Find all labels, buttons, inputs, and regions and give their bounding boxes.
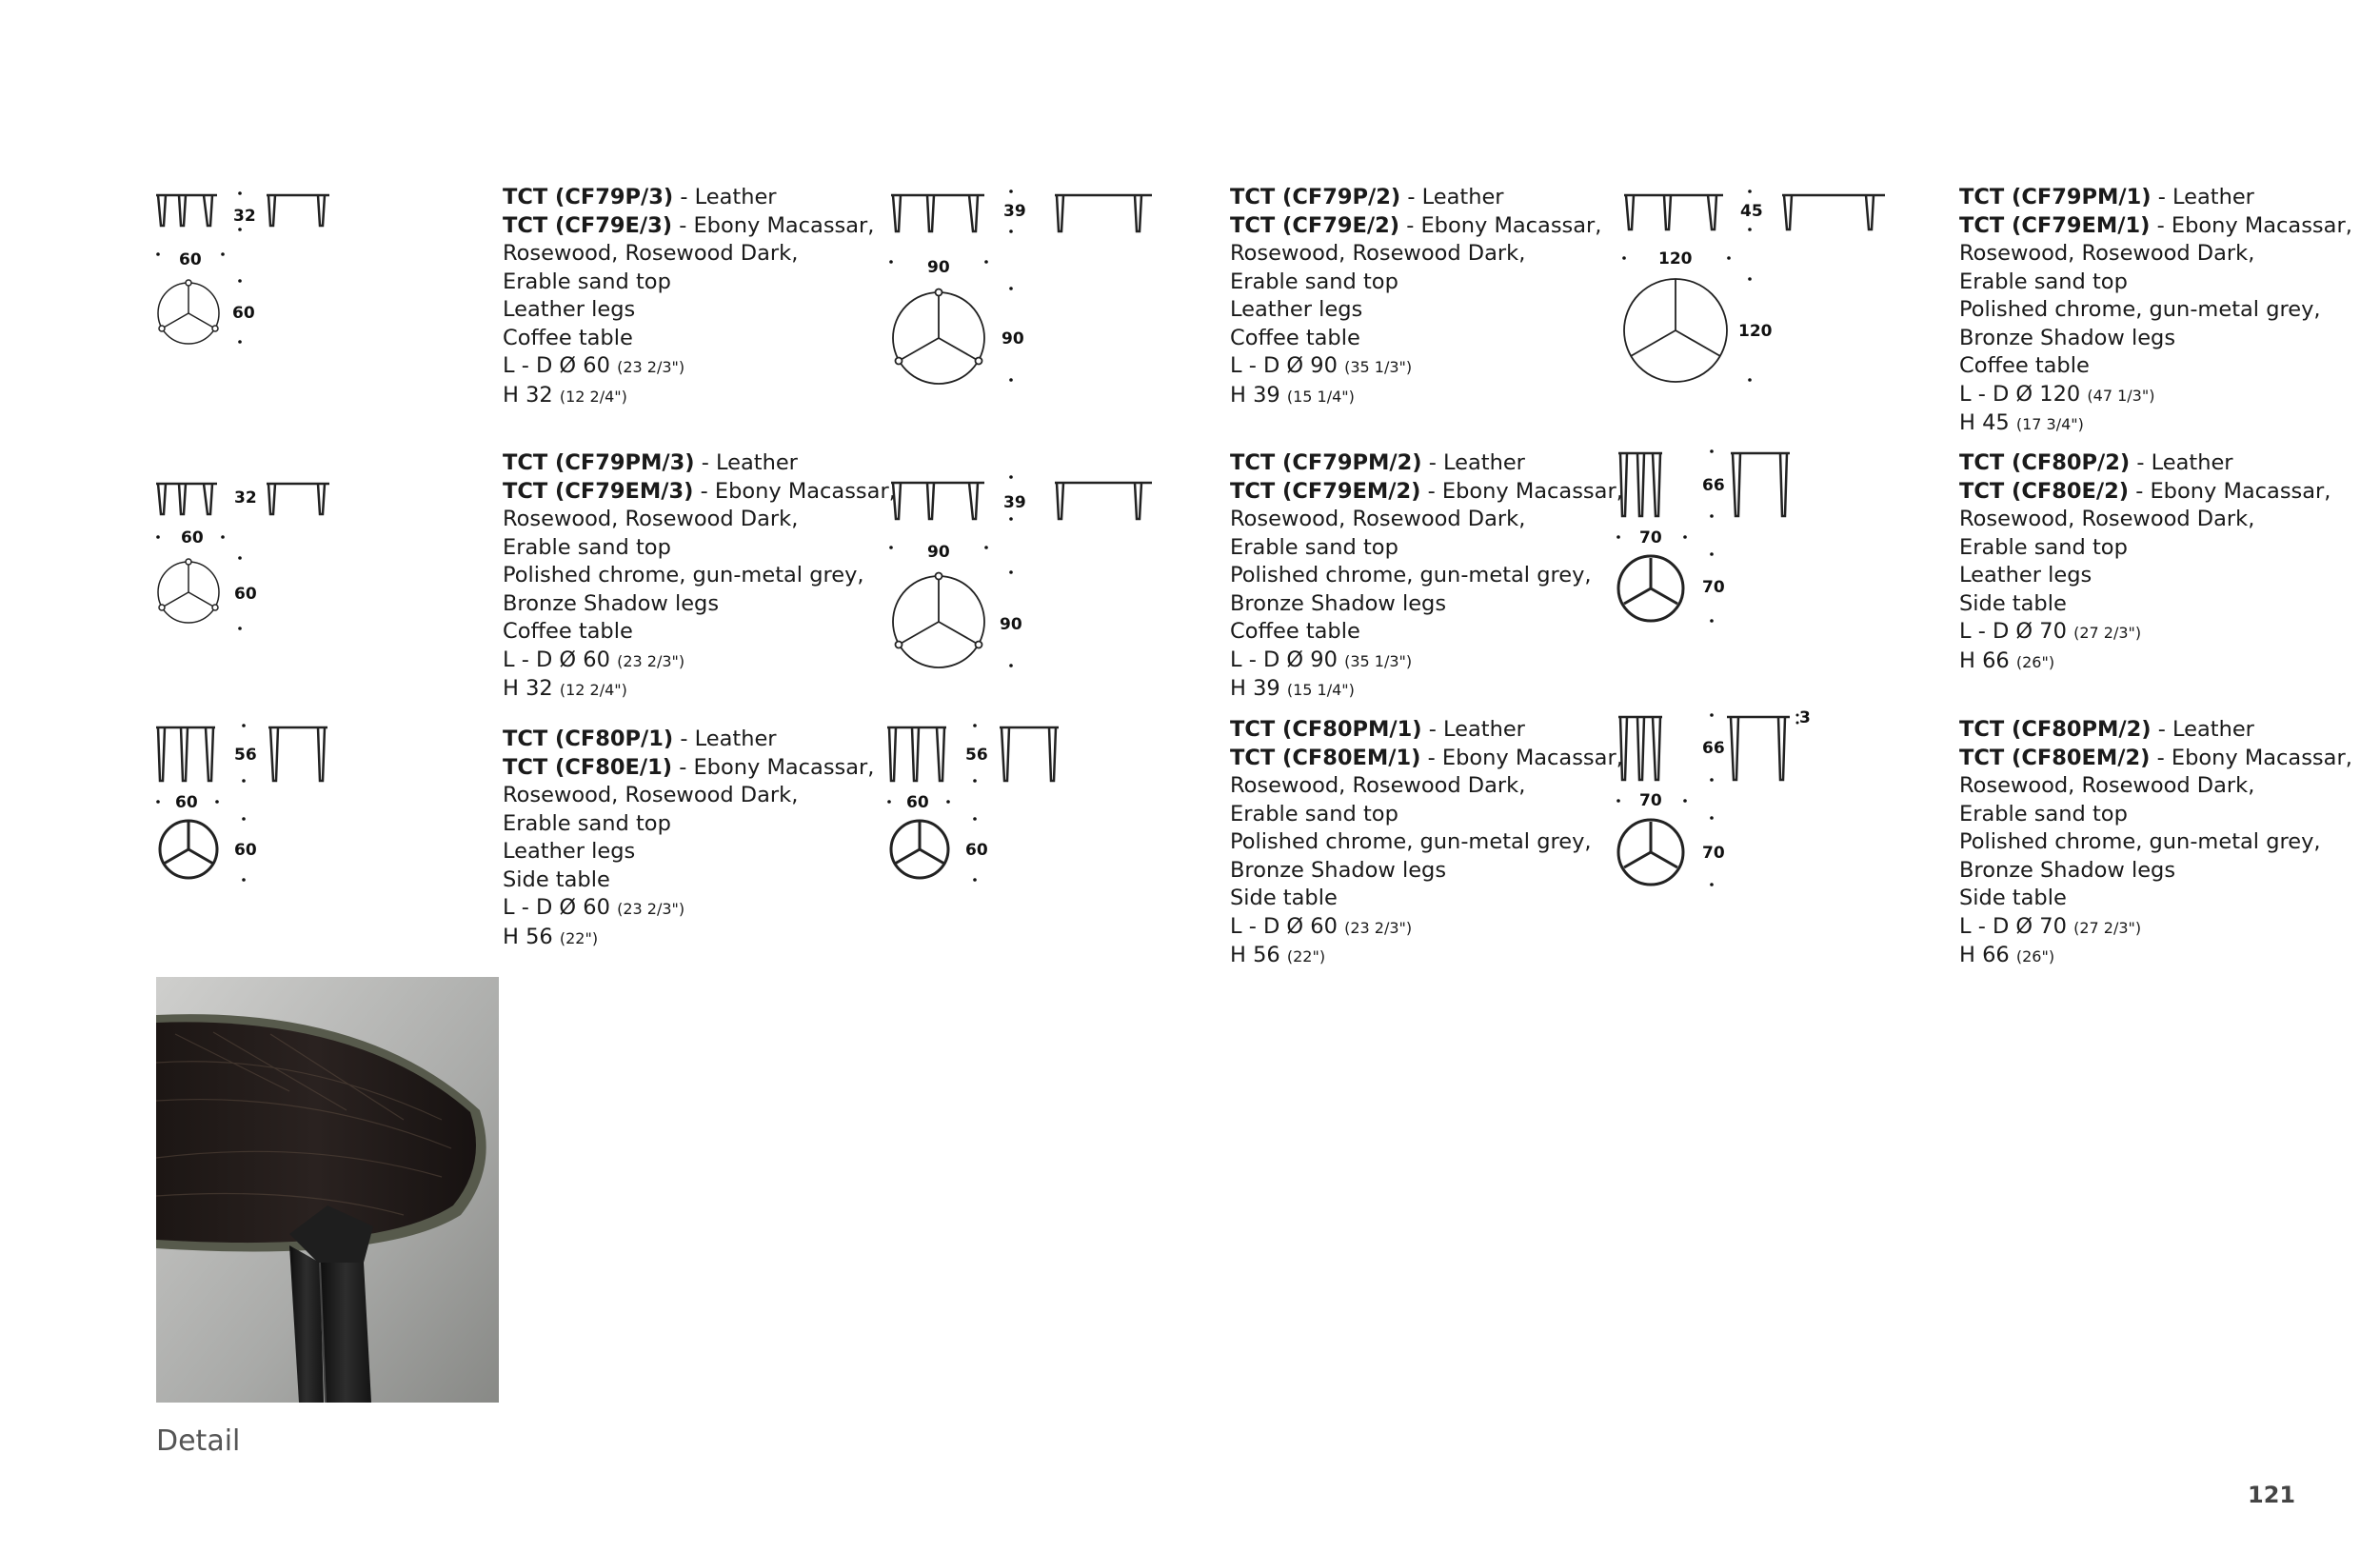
dim-width: 60 — [179, 250, 202, 269]
dim-height: 32 — [234, 488, 257, 508]
dim-width: 60 — [906, 793, 929, 812]
product-spec-cf79m-3: TCT (CF79PM/3) - Leather TCT (CF79EM/3) - Ebony Macassar, Rosewood, Rosewood Dark, Erable sand top Polished chrome, gun-metal grey, Bronze Shadow legs Coffee table L - D Ø 60 (23 2/3") H 32 (12 2/4") — [503, 450, 896, 701]
dim-depth: 90 — [1002, 329, 1024, 348]
dim-depth: 60 — [232, 304, 255, 323]
dim-height: 66 — [1702, 739, 1725, 758]
dim-width: 60 — [181, 528, 204, 548]
side-elevation — [267, 195, 329, 226]
diagram-cf79m-1 — [1618, 186, 1894, 395]
dim-extra: 3 — [1799, 708, 1811, 727]
side-elevation — [1055, 195, 1152, 231]
product-spec-cf79m-2: TCT (CF79PM/2) - Leather TCT (CF79EM/2) - Ebony Macassar, Rosewood, Rosewood Dark, Erable sand top Polished chrome, gun-metal grey, Bronze Shadow legs Coffee table L - D Ø 90 (35 1/3") H 39 (15 1/4") — [1230, 450, 1623, 701]
dim-depth: 60 — [965, 841, 988, 860]
diagram-cf80-2 — [1615, 448, 1805, 638]
dim-width: 120 — [1658, 249, 1693, 269]
dim-width: 70 — [1639, 791, 1662, 810]
product-code: TCT (CF79E/3) — [503, 212, 673, 238]
plan-view — [1624, 279, 1727, 382]
product-spec-cf79-2: TCT (CF79P/2) - Leather TCT (CF79E/2) - Ebony Macassar, Rosewood, Rosewood Dark, Erable sand top Leather legs Coffee table L - D Ø 90 (35 1/3") H 39 (15 1/4") — [1230, 185, 1602, 408]
dim-depth: 90 — [1000, 615, 1022, 634]
dim-height: 45 — [1740, 202, 1763, 221]
dim-depth: 60 — [234, 585, 257, 604]
product-spec-cf80-1: TCT (CF80P/1) - Leather TCT (CF80E/1) - Ebony Macassar, Rosewood, Rosewood Dark, Erable sand top Leather legs Side table L - D Ø 60 (23 2/3") H 56 (22") — [503, 727, 875, 949]
dim-height: 56 — [234, 746, 257, 765]
diagram-cf80m-2 — [1615, 709, 1843, 900]
product-spec-cf79m-1: TCT (CF79PM/1) - Leather TCT (CF79EM/1) - Ebony Macassar, Rosewood, Rosewood Dark, Erable sand top Polished chrome, gun-metal grey, Bronze Shadow legs Coffee table L - D Ø 120 (47 1/3") H 45 (17 3/4") — [1959, 185, 2352, 435]
diagram-cf79m-2 — [885, 471, 1161, 681]
product-code: TCT (CF79P/3) — [503, 185, 674, 209]
dim-depth: 60 — [234, 841, 257, 860]
diagram-cf79-2 — [885, 186, 1161, 405]
dim-width: 60 — [175, 793, 198, 812]
dim-height: 39 — [1003, 493, 1026, 512]
page-number: 121 — [2248, 1482, 2296, 1508]
front-elevation — [156, 195, 217, 226]
dim-height: 66 — [1702, 476, 1725, 495]
dim-height: 39 — [1003, 202, 1026, 221]
diagram-cf80m-1 — [883, 722, 1074, 893]
diagram-cf79-3 — [152, 186, 343, 348]
dim-width: 70 — [1639, 528, 1662, 548]
diagram-cf80-1 — [152, 722, 343, 893]
product-spec-cf80-2: TCT (CF80P/2) - Leather TCT (CF80E/2) - Ebony Macassar, Rosewood, Rosewood Dark, Erable sand top Leather legs Side table L - D Ø 70 (27 2/3") H 66 (26") — [1959, 450, 2331, 673]
product-spec-cf80m-1: TCT (CF80PM/1) - Leather TCT (CF80EM/1) - Ebony Macassar, Rosewood, Rosewood Dark, Erable sand top Polished chrome, gun-metal grey, Bronze Shadow legs Side table L - D Ø 60 (23 2/3") H 56 (22") — [1230, 717, 1623, 967]
dim-width: 90 — [927, 258, 950, 277]
front-elevation — [1624, 195, 1723, 229]
plan-view — [158, 280, 219, 344]
side-elevation — [1782, 195, 1885, 229]
detail-caption: Detail — [156, 1424, 241, 1458]
plan-view — [893, 289, 984, 385]
diagram-cf79m-3 — [152, 474, 343, 636]
dim-height: 32 — [233, 207, 256, 226]
product-spec-cf80m-2: TCT (CF80PM/2) - Leather TCT (CF80EM/2) - Ebony Macassar, Rosewood, Rosewood Dark, Erable sand top Polished chrome, gun-metal grey, Bronze Shadow legs Side table L - D Ø 70 (27 2/3") H 66 (26") — [1959, 717, 2352, 967]
dim-depth: 70 — [1702, 578, 1725, 597]
detail-photo — [156, 977, 499, 1403]
front-elevation — [891, 195, 984, 231]
dim-height: 56 — [965, 746, 988, 765]
dim-depth: 120 — [1738, 322, 1773, 341]
dim-width: 90 — [927, 543, 950, 562]
product-spec-cf79-3: TCT (CF79P/3) - Leather TCT (CF79E/3) - Ebony Macassar, Rosewood, Rosewood Dark, Erable sand top Leather legs Coffee table L - D Ø 60 (23 2/3") H 32 (12 2/4") — [503, 185, 875, 408]
dim-depth: 70 — [1702, 844, 1725, 863]
